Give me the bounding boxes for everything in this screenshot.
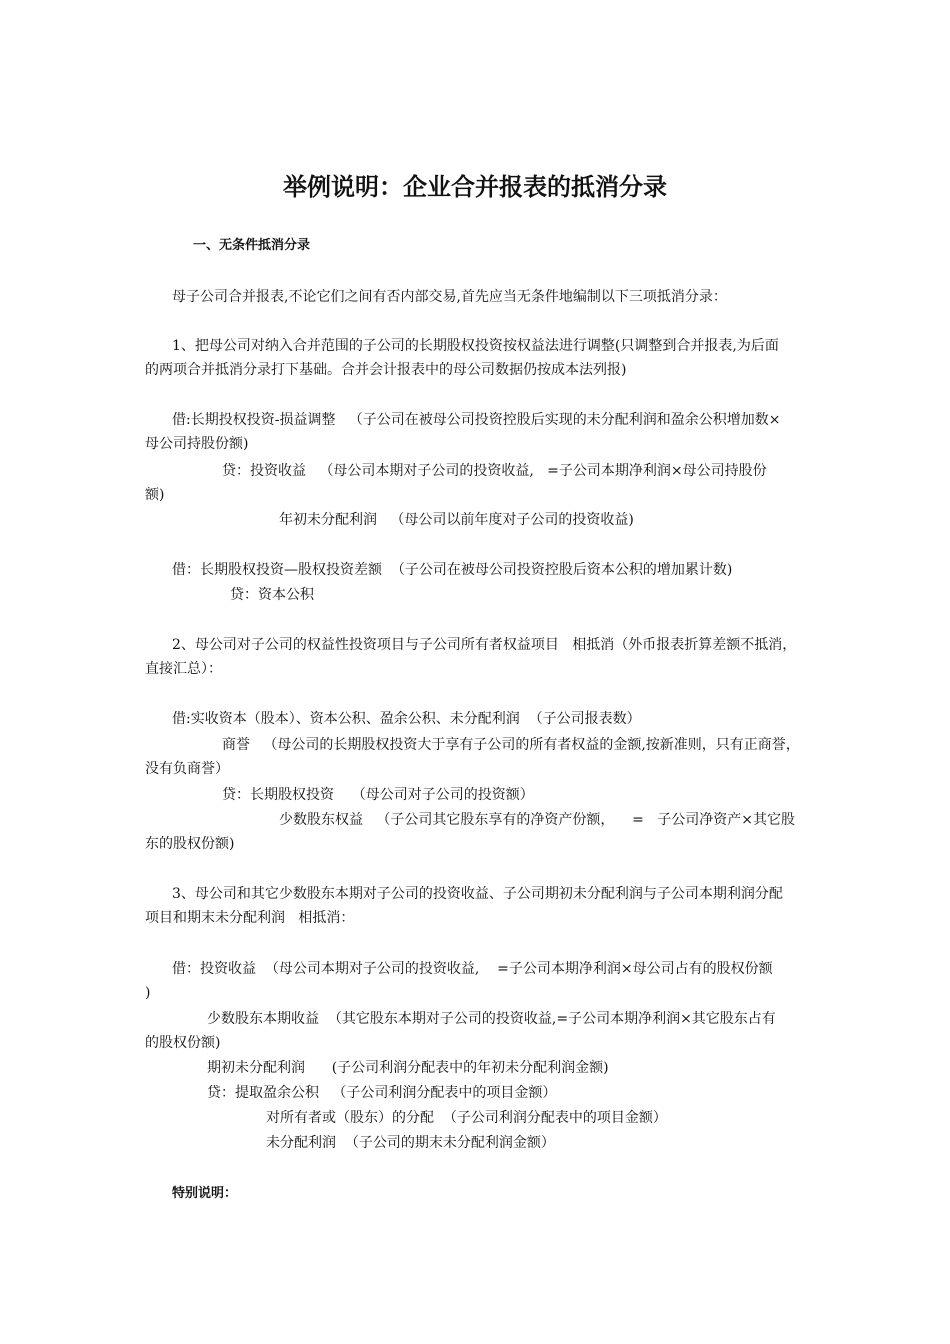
item3-debit3: 期初未分配利润 (子公司利润分配表中的年初未分配利润金额) xyxy=(207,1060,609,1076)
item1-entry-a-credit2: 年初未分配利润 （母公司以前年度对子公司的投资收益) xyxy=(279,512,634,528)
special-note-label: 特别说明： xyxy=(172,1186,238,1201)
document-title: 举例说明：企业合并报表的抵消分录 xyxy=(283,173,667,201)
item3-debit2-line1: 少数股东本期收益 （其它股东本期对子公司的投资收益,=子公司本期净利润×其它股东占有 xyxy=(207,1011,776,1027)
item1-entry-a-credit1-line2: 额) xyxy=(145,487,165,503)
section1-heading: 一、无条件抵消分录 xyxy=(193,238,311,253)
item2-credit1: 贷：长期股权投资 （母公司对子公司的投资额） xyxy=(222,787,534,803)
item3-debit1-line1: 借：投资收益 （母公司本期对子公司的投资收益, =子公司本期净利润×母公司占有的股权份额 xyxy=(172,961,773,977)
item1-entry-b-debit: 借：长期股权投资—股权投资差额 （子公司在被母公司投资控股后资本公积的增加累计数) xyxy=(172,562,733,578)
item2-debit2-line2: 没有负商誉） xyxy=(145,761,229,777)
item3-credit3: 未分配利润 （子公司的期末未分配利润金额） xyxy=(266,1135,555,1151)
item3-credit1: 贷：提取盈余公积 （子公司利润分配表中的项目金额） xyxy=(207,1085,557,1101)
item3-credit2: 对所有者或（股东）的分配 （子公司利润分配表中的项目金额） xyxy=(266,1110,667,1126)
item3-debit2-line2: 的股权份额) xyxy=(145,1035,221,1051)
item1-line2: 的两项合并抵消分录打下基础。合并会计报表中的母公司数据仍按成本法列报) xyxy=(145,362,627,378)
item2-credit2-line2: 东的股权份额) xyxy=(145,836,235,852)
item2-line2: 直接汇总）： xyxy=(145,661,222,677)
item3-line1: 3、母公司和其它少数股东本期对子公司的投资收益、子公司期初未分配利润与子公司本期利润分配 xyxy=(172,886,783,902)
item1-entry-a-credit1-line1: 贷：投资收益 （母公司本期对子公司的投资收益, =子公司本期净利润×母公司持股份 xyxy=(222,463,767,479)
item1-entry-a-debit-line1: 借:长期投权投资-损益调整 （子公司在被母公司投资控股后实现的未分配利润和盈余公积增加数× xyxy=(172,412,781,428)
item2-debit2-line1: 商誉 （母公司的长期股权投资大于享有子公司的所有者权益的金额,按新准则，只有正商誉， xyxy=(222,737,800,753)
intro-paragraph: 母子公司合并报表,不论它们之间有否内部交易,首先应当无条件地编制以下三项抵消分录： xyxy=(172,289,727,305)
item1-entry-b-credit: 贷：资本公积 xyxy=(230,587,314,603)
item2-line1: 2、母公司对子公司的权益性投资项目与子公司所有者权益项目 相抵消（外币报表折算差额不抵消， xyxy=(172,637,797,653)
item2-credit2-line1: 少数股东权益 （子公司其它股东享有的净资产份额， = 子公司净资产×其它股 xyxy=(279,812,795,828)
item2-debit1: 借:实收资本（股本）、资本公积、盈余公积、未分配利润 （子公司报表数） xyxy=(172,711,641,727)
item1-line1: 1、把母公司对纳入合并范围的子公司的长期股权投资按权益法进行调整(只调整到合并报表,为后面 xyxy=(172,338,779,354)
item3-debit1-line2: ) xyxy=(145,985,151,1001)
item1-entry-a-debit-line2: 母公司持股份额) xyxy=(145,436,249,452)
item3-line2: 项目和期末未分配利润 相抵消： xyxy=(145,910,355,926)
